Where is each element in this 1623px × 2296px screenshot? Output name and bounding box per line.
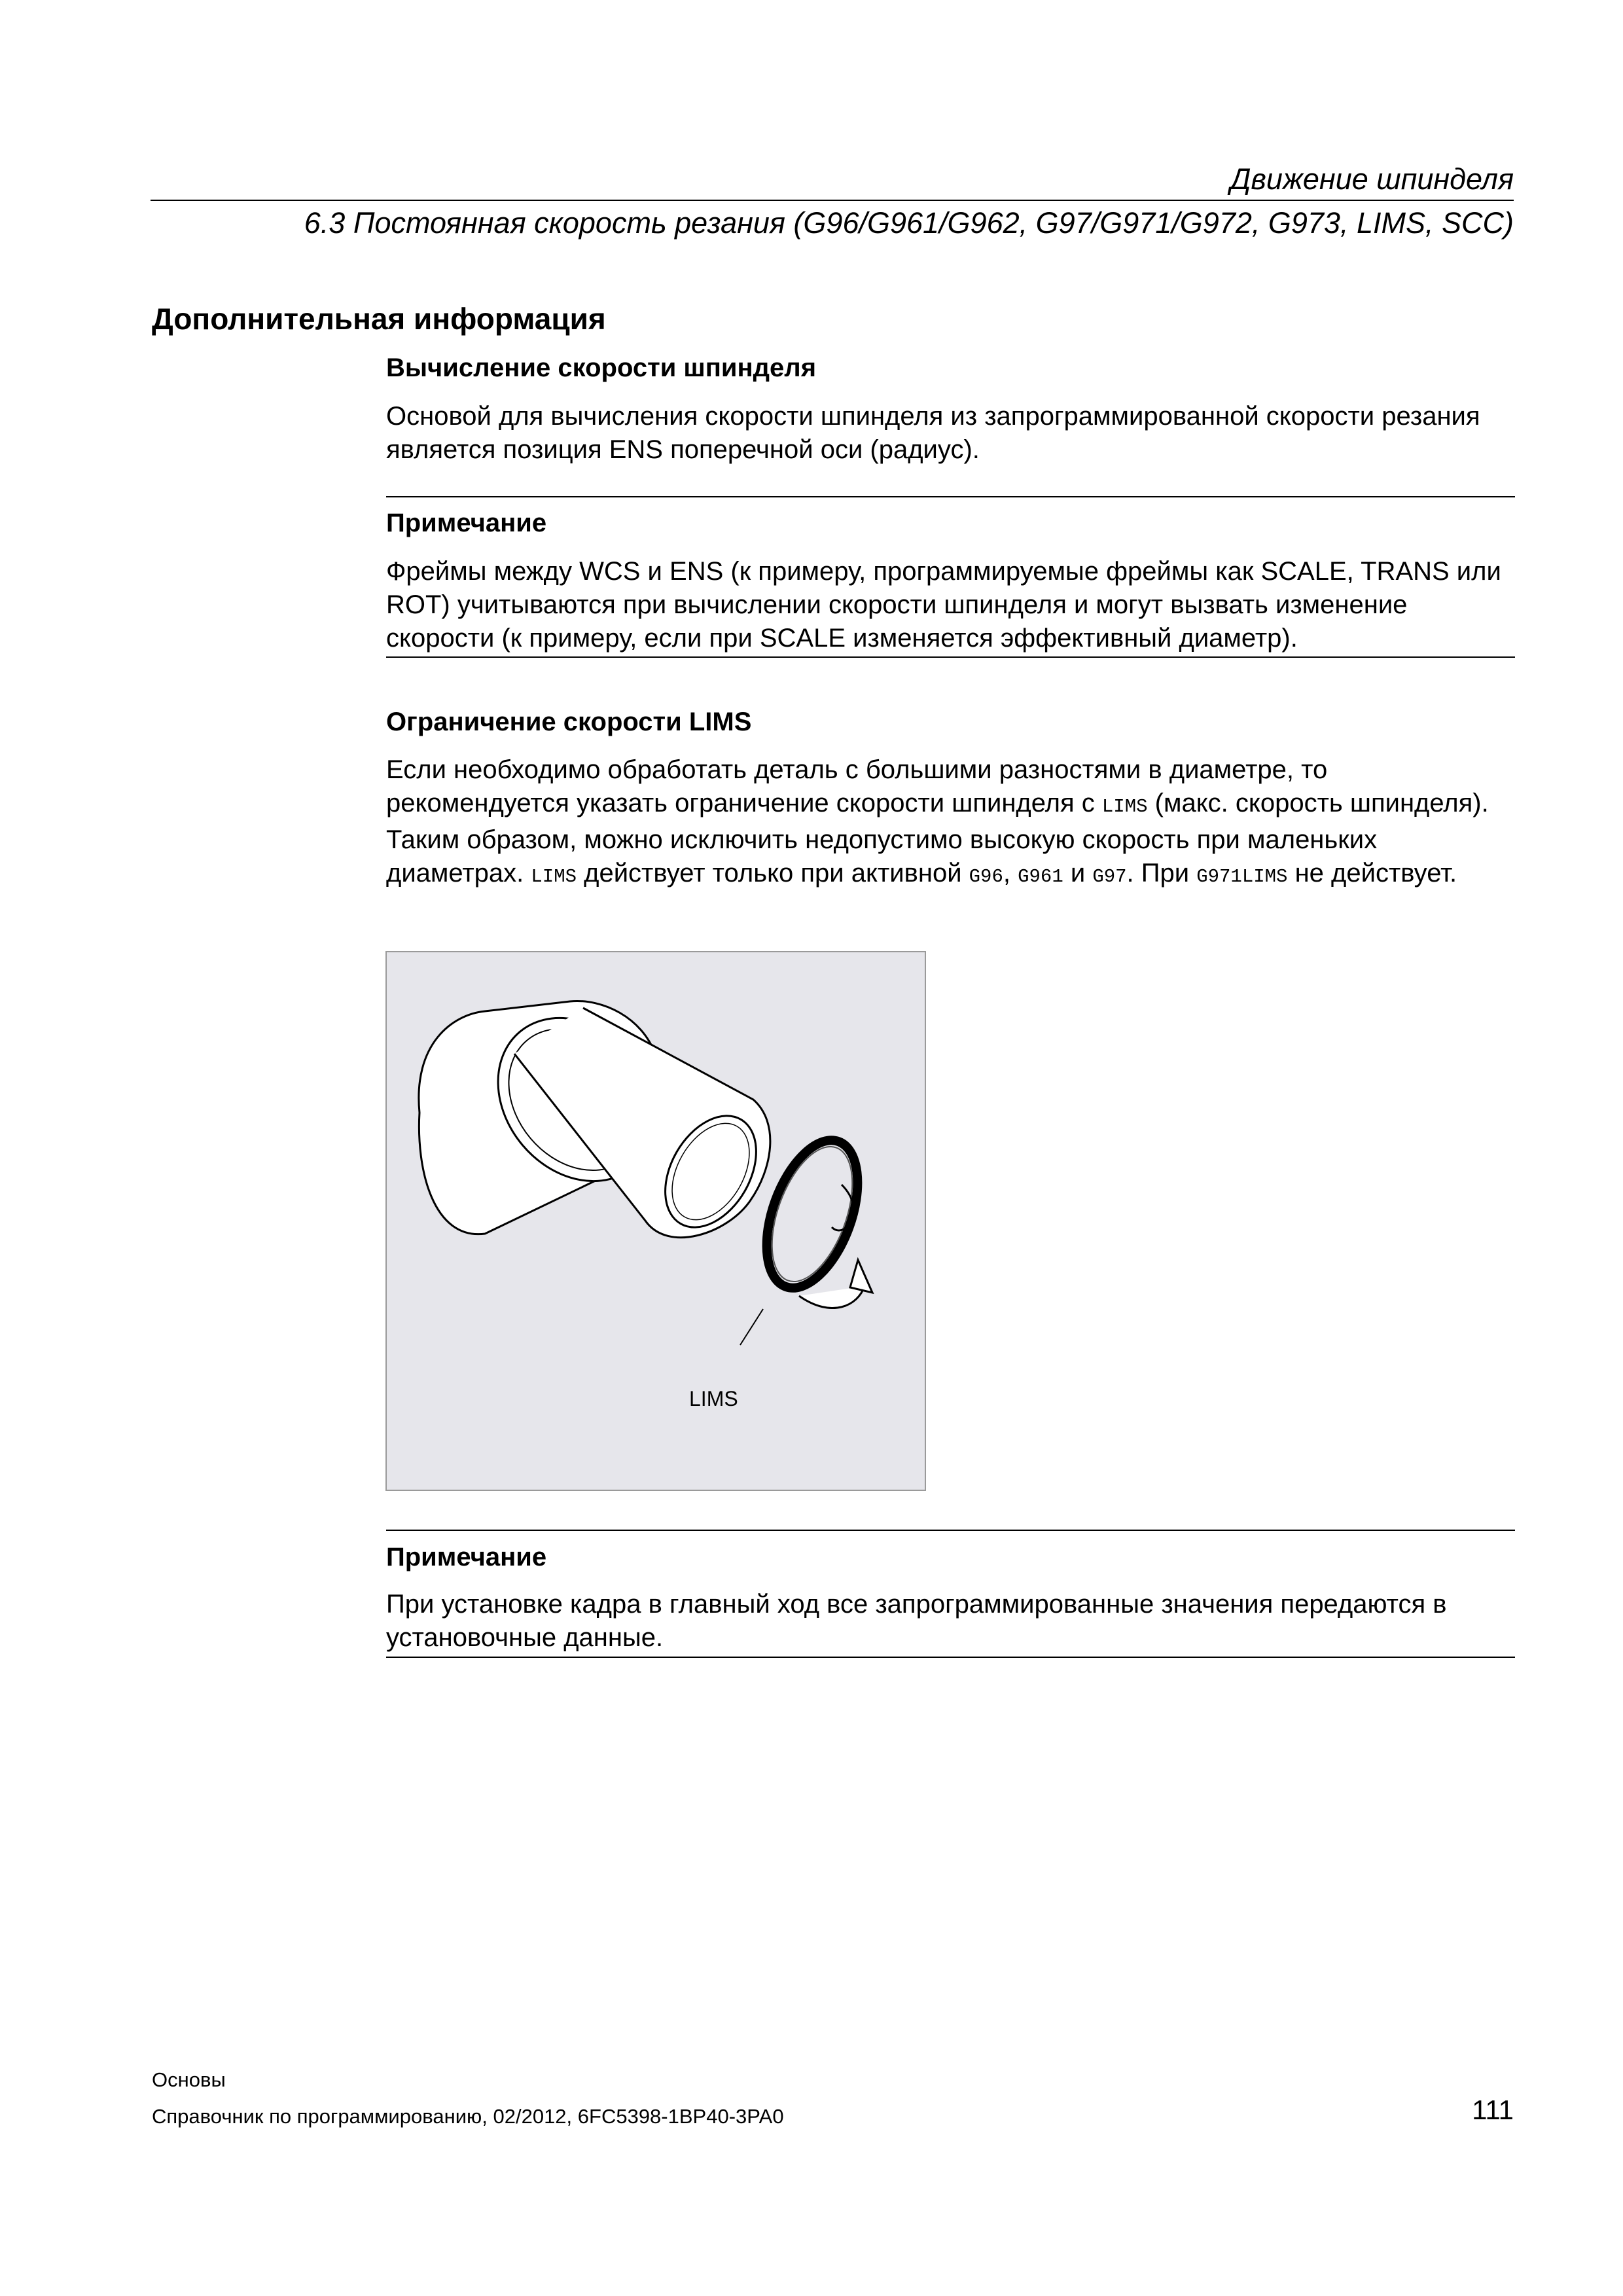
lims-heading: Ограничение скорости LIMS [386, 708, 752, 736]
lims-paragraph: Если необходимо обработать деталь с большими разностями в диаметре, то рекомендуется указать ограничение скорости шпинделя с LIMS (макс. скорость шпинделя). Таким образом, можно исключить недопустимо высокую скорость при маленьких диаметрах. LIMS действует только при активной G96, G961 и G97. При G971LIMS не действует. [386, 755, 1489, 888]
note2-paragraph: При установке кадра в главный ход все запрограммированные значения передаются в установочные данные. [386, 1590, 1447, 1652]
note2-bottom-rule [386, 1657, 1515, 1658]
note2-heading: Примечание [386, 1543, 547, 1571]
footer-doc-title: Основы [152, 2068, 226, 2091]
lims-label: LIMS [689, 1387, 738, 1410]
code-g96: G96 [969, 866, 1003, 888]
note2-top-rule [386, 1530, 1515, 1531]
calc-paragraph: Основой для вычисления скорости шпинделя из запрограммированной скорости резания является позиция ENS поперечной оси (радиус). [386, 402, 1480, 464]
header-rule [151, 200, 1514, 201]
note1-paragraph: Фреймы между WCS и ENS (к примеру, программируемые фреймы как SCALE, TRANS или ROT) учитываются при вычислении скорости шпинделя и могут вызвать изменение скорости (к примеру, если при SCALE изменяется эффективный диаметр). [386, 557, 1501, 653]
code-g97: G97 [1092, 866, 1127, 888]
note1-top-rule [386, 496, 1515, 497]
code-g971lims: G971LIMS [1196, 866, 1288, 888]
footer-doc-info: Справочник по программированию, 02/2012, 6FC5398-1BP40-3PA0 [152, 2105, 784, 2128]
code-lims: LIMS [531, 866, 577, 888]
note1-bottom-rule [386, 656, 1515, 658]
code-g961: G961 [1018, 866, 1063, 888]
note1-heading: Примечание [386, 509, 547, 537]
spindle-illustration [387, 952, 927, 1492]
code-lims: LIMS [1101, 796, 1148, 817]
lims-figure [385, 951, 926, 1491]
page-number: 111 [1472, 2094, 1514, 2125]
calc-heading: Вычисление скорости шпинделя [386, 353, 817, 382]
header-section-title: Движение шпинделя [1230, 162, 1514, 196]
section-heading: Дополнительная информация [152, 302, 606, 336]
header-subsection-title: 6.3 Постоянная скорость резания (G96/G961/G962, G97/G971/G972, G973, LIMS, SCC) [304, 206, 1514, 240]
